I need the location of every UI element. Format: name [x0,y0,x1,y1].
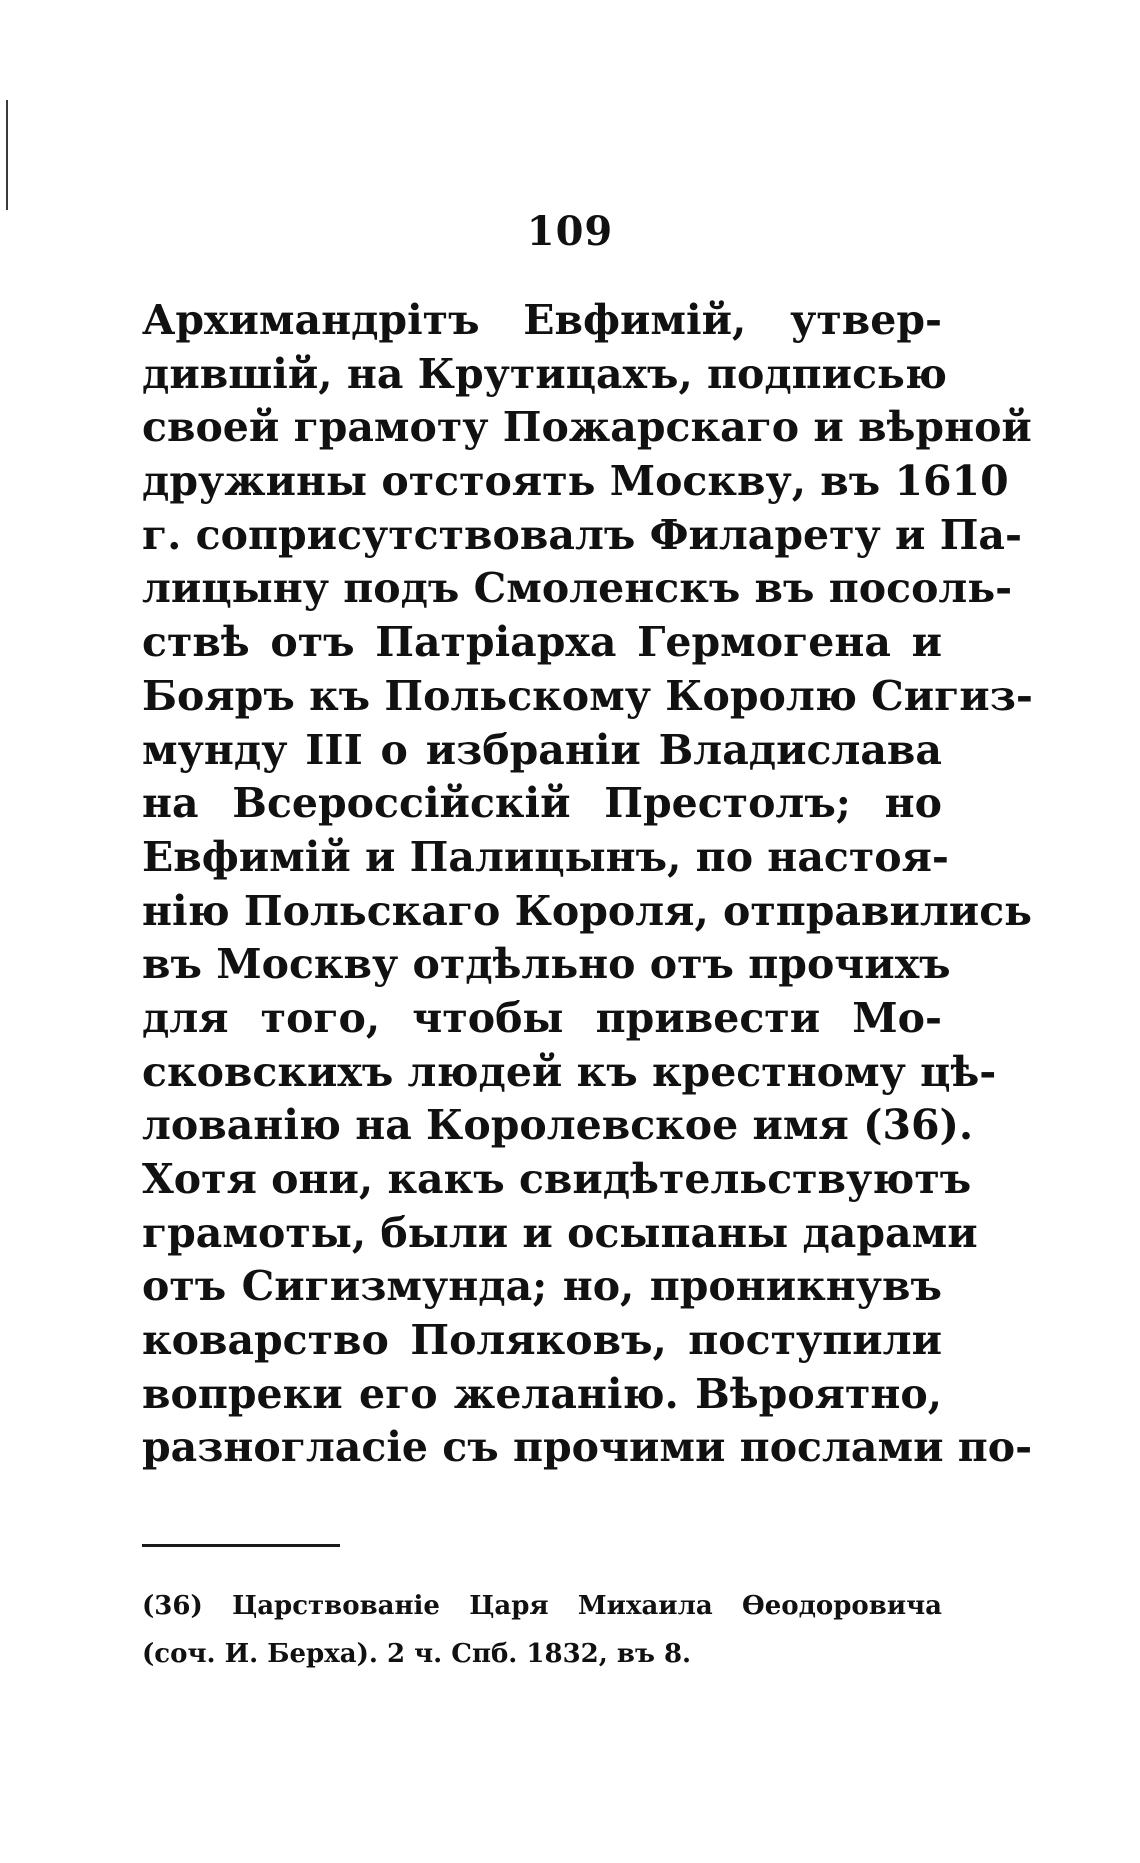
text-line: своей грамоту Пожарскаго и вѣрной [142,403,1032,452]
footnote [142,1582,942,1678]
text-line: нію Польскаго Короля, отправились [142,886,1032,935]
text-line: лованію на Королевское имя (36). [142,1101,974,1150]
text-line: отъ Сигизмунда; но, проникнувъ [142,1262,942,1311]
text-line: дившій, на Крутицахъ, подписью [142,349,947,398]
page-number: 109 [526,208,614,255]
text-line: лицыну подъ Смоленскъ въ посоль- [142,564,1013,613]
text-line: на Всероссійскій Престолъ; но [142,779,942,828]
text-line: разногласіе съ прочими послами по- [142,1423,1033,1472]
page-edge-line [6,100,8,210]
text-line: мунду III о избраніи Владислава [142,725,942,774]
text-line: Архимандрітъ Евфимій, утвер- [142,296,942,344]
text-line: г. соприсутствовалъ Филарету и Па- [142,510,1023,559]
text-line: дружины отстоять Москву, въ 1610 [142,457,1009,506]
text-line: Хотя они, какъ свидѣтельствуютъ [142,1155,972,1203]
text-line: Евфимій и Палицынъ, по настоя- [142,832,949,881]
text-line: грамоты, были и осыпаны дарами [142,1208,978,1257]
body-text [142,294,1033,1475]
text-line: въ Москву отдѣльно отъ прочихъ [142,940,951,989]
text-line: сковскихъ людей къ крестному цѣ- [142,1047,997,1096]
text-line: для того, чтобы привести Мо- [142,993,942,1042]
text-line: ствѣ отъ Патріарха Гермогена и [142,618,942,667]
footnote-line: (36) Царствованіе Царя Михаила Ѳеодоровича [142,1591,942,1621]
text-line: вопреки его желанію. Вѣроятно, [142,1369,942,1418]
text-line: Бояръ къ Польскому Королю Сигиз- [142,671,1033,720]
text-line: коварство Поляковъ, поступили [142,1316,942,1365]
footnote-line: (соч. И. Берха). 2 ч. Спб. 1832, въ 8. [142,1639,692,1669]
footnote-divider [142,1544,340,1547]
